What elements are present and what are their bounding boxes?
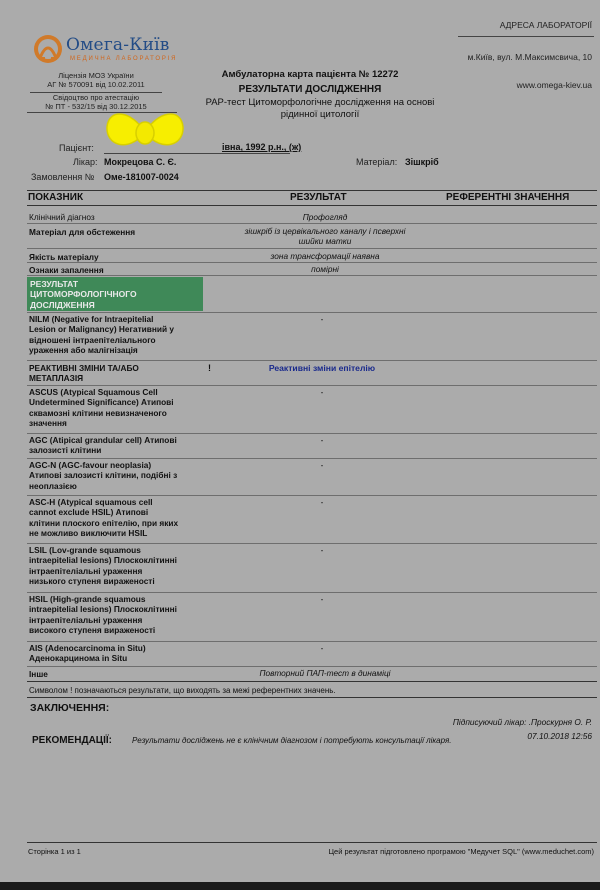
row-label: Ознаки запалення	[29, 265, 104, 275]
row-label-line: сквамозні клітини невизначеного	[29, 407, 167, 418]
license-block	[30, 72, 162, 89]
row-divider	[27, 666, 597, 667]
out-of-range-flag: !	[208, 363, 211, 373]
row-label-line: AIS (Adenocarcinoma in Situ)	[29, 643, 146, 653]
col-result: РЕЗУЛЬТАТ	[290, 192, 347, 203]
row-value: зона трансформації наявна	[270, 251, 380, 261]
row-label-asc-h	[29, 497, 207, 538]
recommendations-label: РЕКОМЕНДАЦІЇ:	[32, 735, 112, 746]
order-number: Оме-181007-0024	[104, 172, 179, 182]
row-value: -	[320, 435, 324, 445]
row-divider	[27, 433, 597, 434]
bow-sticker-icon	[103, 105, 187, 161]
row-label-line: Атипові залозисті клітини, подібні з	[29, 470, 178, 481]
test-name-line-2: рідинної цитології	[280, 109, 360, 120]
section-line-3: ДОСЛІДЖЕННЯ	[30, 299, 95, 310]
cert-line-2: № ПТ - 532/15 від 30.12.2015	[45, 101, 147, 111]
row-value-other: Повторний ПАП-тест в динаміці	[259, 668, 391, 678]
row-label-line: ASCUS (Atypical Squamous Cell	[29, 387, 158, 397]
col-reference: РЕФЕРЕНТНІ ЗНАЧЕННЯ	[446, 192, 570, 203]
row-divider	[27, 385, 597, 386]
signing-doctor: Підписуючий лікар: .Проскурня О. Р.	[452, 717, 592, 727]
row-value-line-1: зішкріб із цервікального каналу і псверхні	[244, 226, 406, 236]
lab-address-title: АДРЕСА ЛАБОРАТОРІЇ	[499, 20, 592, 30]
row-label-line: РЕАКТИВНІ ЗМІНИ ТА/АБО	[29, 363, 139, 373]
row-label-lsil	[29, 545, 207, 586]
footnote: Символом ! позначаються результати, що виходять за межі референтних значень.	[29, 686, 336, 695]
row-label-line: низького ступеня вираженості	[29, 575, 155, 586]
row-label-line: ASC-H (Atypical squamous cell	[29, 497, 153, 507]
row-label-line: не можливо виключити HSIL	[29, 527, 148, 538]
row-label-line: значення	[29, 417, 67, 428]
row-label-line: високого ступеня вираженості	[29, 624, 156, 635]
row-divider	[27, 641, 597, 642]
row-label-line: клітини плоского епітелію, при яких	[29, 517, 179, 528]
row-label-line: LSIL (Lov-grande squamous	[29, 545, 141, 555]
col-indicator: ПОКАЗНИК	[28, 192, 84, 203]
row-label-line: NILM (Negative for Intraepitelial	[29, 314, 154, 324]
row-label-line: Аденокарцинома in Situ	[29, 653, 128, 664]
row-label-reactive	[29, 363, 207, 384]
row-divider	[27, 262, 597, 263]
row-divider	[27, 223, 597, 224]
lab-logo	[30, 30, 178, 72]
row-label-agc-n	[29, 460, 207, 491]
row-label-ais	[29, 643, 207, 664]
recommendations-text: Результати досліджень не є клінічним діагнозом і потребують консультації лікаря.	[132, 736, 452, 745]
material-label: Матеріал:	[356, 157, 398, 167]
table-header-border	[27, 205, 597, 206]
row-divider	[27, 458, 597, 459]
row-label-nilm	[29, 314, 207, 355]
row-label-line: Undetermined Significance) Атипові	[29, 397, 174, 408]
row-divider	[27, 592, 597, 593]
row-value: -	[320, 460, 324, 470]
logo-subtitle: МЕДИЧНА ЛАБОРАТОРІЯ	[70, 56, 178, 62]
row-divider	[27, 360, 597, 361]
row-value-line-2: шийки матки	[298, 236, 352, 246]
order-label: Замовлення №	[31, 172, 95, 182]
cert-line-1: Свідоцтво про атестацію	[52, 93, 140, 102]
row-label: Матеріал для обстеження	[29, 227, 136, 237]
row-label-line: AGC-N (AGC-favour neoplasia)	[29, 460, 152, 470]
page-number: Сторінка 1 из 1	[28, 847, 81, 856]
patient-value: івна, 1992 р.н., (ж)	[222, 142, 302, 152]
row-divider	[27, 543, 597, 544]
footer-divider	[27, 842, 597, 843]
row-divider	[27, 275, 597, 276]
row-label: Якість матеріалу	[29, 252, 99, 262]
row-value: Профогляд	[302, 212, 348, 222]
lab-address-street: м.Київ, вул. М.Максимсвича, 10	[467, 52, 592, 62]
row-value: -	[320, 497, 324, 507]
row-divider	[27, 248, 597, 249]
row-label-line: AGC (Atipical grandular cell) Атипові	[29, 435, 177, 445]
signature-datetime: 07.10.2018 12:56	[527, 731, 592, 741]
table-top-border	[27, 190, 597, 191]
row-label-line: інтраепітеліальні ураження	[29, 565, 143, 576]
software-note: Цей результат підготовлено програмою "Медучет SQL" (www.meduchet.com)	[328, 847, 594, 856]
license-line-1: Ліцензія МОЗ України	[58, 71, 134, 80]
row-label-line: інтраепітеліальні ураження	[29, 614, 143, 625]
row-label-line: ураження або малігнізація	[29, 344, 138, 355]
footnote-divider	[27, 697, 597, 698]
row-divider	[27, 495, 597, 496]
row-label-hsil	[29, 594, 207, 635]
cytomorphology-result-section	[27, 277, 203, 311]
section-line-2: ЦИТОМОРФОЛОГІЧНОГО	[30, 289, 137, 300]
row-label-line: МЕТАПЛАЗІЯ	[29, 373, 84, 384]
row-value: -	[320, 545, 324, 555]
table-bottom-border	[27, 681, 597, 682]
section-line-1: РЕЗУЛЬТАТ	[30, 279, 79, 289]
row-label-ascus	[29, 387, 207, 428]
row-value: -	[320, 643, 324, 653]
omega-logo-icon	[33, 32, 63, 66]
row-label-other: Інше	[29, 669, 48, 679]
conclusion-label: ЗАКЛЮЧЕННЯ:	[30, 702, 110, 714]
row-value: -	[320, 594, 324, 604]
screen-bottom-bar	[0, 882, 600, 890]
doctor-value: Мокрецова С. Є.	[104, 157, 177, 167]
row-label-line: залозисті клітини	[29, 445, 102, 456]
row-label-line: відношені інтраепітеліального	[29, 334, 156, 345]
divider	[458, 36, 594, 37]
row-label-line: cannot exclude HSIL) Атипові	[29, 507, 149, 518]
row-label-agc	[29, 435, 207, 456]
test-name-line-1: PAP-тест Цитоморфологічне дослідження на основі	[205, 97, 435, 108]
row-label-line: intraepitelial lesions) Плоскоклітинні	[29, 555, 177, 566]
row-value: -	[320, 387, 324, 397]
logo-name: Омега-Київ	[66, 35, 170, 55]
lab-website: www.omega-kiev.ua	[516, 80, 592, 90]
license-line-2: АГ № 570091 від 10.02.2011	[47, 79, 145, 89]
row-value-reactive: Реактивні зміни епітелію	[268, 363, 376, 373]
patient-label: Пацієнт:	[59, 143, 94, 153]
results-title: РЕЗУЛЬТАТИ ДОСЛІДЖЕННЯ	[238, 84, 382, 95]
row-value: помірні	[311, 264, 339, 274]
patient-card-number: Амбулаторна карта пацієнта № 12272	[221, 69, 399, 80]
row-label-line: неоплазією	[29, 480, 77, 491]
row-label-line: HSIL (High-grande squamous	[29, 594, 146, 604]
row-label: Клінічний діагноз	[29, 212, 95, 222]
row-value: -	[320, 314, 324, 324]
row-label-line: intraepitelial lesions) Плоскоклітинні	[29, 604, 177, 615]
material-value: Зішкріб	[405, 157, 439, 167]
row-divider	[27, 312, 597, 313]
doctor-label: Лікар:	[73, 157, 98, 167]
row-label-line: Lesion or Malignancy) Негативний у	[29, 324, 174, 335]
